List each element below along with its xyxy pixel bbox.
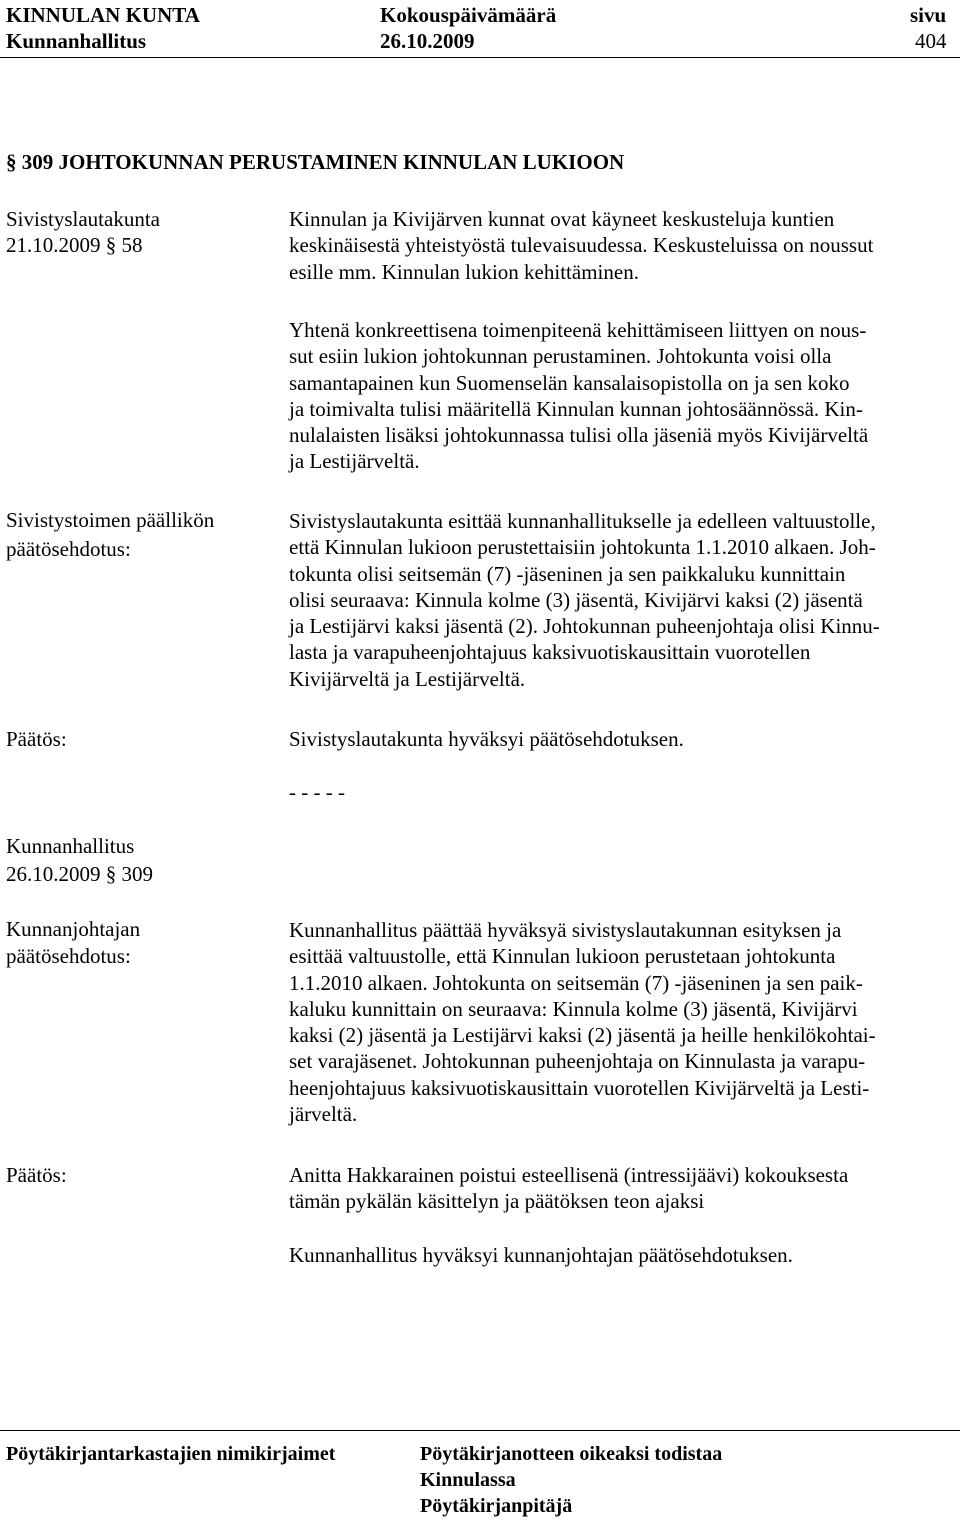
proposal-text-1 xyxy=(289,508,880,692)
text-line: järveltä. xyxy=(289,1102,358,1127)
text-line: lasta ja varapuheenjohtajuus kaksivuotiskausittain vuorotellen xyxy=(289,640,811,665)
header-rule xyxy=(0,57,960,58)
text-line: ja Lestijärveltä. xyxy=(289,449,420,474)
meeting-date: 26.10.2009 xyxy=(380,29,475,53)
meeting-body: Kunnanhallitus xyxy=(6,29,147,53)
decision-label-2: Päätös: xyxy=(6,1163,67,1187)
text-line: Anitta Hakkarainen poistui esteellisenä (intressijäävi) kokouksesta xyxy=(289,1163,849,1187)
proposal-label-2: Kunnanjohtajan xyxy=(6,917,141,941)
text-line: kaksi (2) jäsentä ja Lestijärvi kaksi (2) jäsentä ja heille henkilökohtai- xyxy=(289,1023,876,1048)
text-line: tokunta olisi seitsemän (7) -jäseninen ja sen paikkaluku kunnittain xyxy=(289,561,846,586)
final-decision: Kunnanhallitus hyväksyi kunnanjohtajan päätösehdotuksen. xyxy=(289,1243,793,1267)
proposal-label-1b: päätösehdotus: xyxy=(6,537,131,561)
paragraph-1 xyxy=(289,206,873,285)
committee-label: Sivistyslautakunta xyxy=(6,207,160,231)
separator: - - - - - xyxy=(289,780,345,804)
proposal-text-2 xyxy=(289,917,876,1127)
section-title: § 309 JOHTOKUNNAN PERUSTAMINEN KINNULAN LUKIOON xyxy=(6,150,625,174)
text-line: olisi seuraava: Kinnula kolme (3) jäsentä, Kivijärvi kaksi (2) jäsentä xyxy=(289,587,863,612)
text-line: ja Lestijärvi kaksi jäsentä (2). Johtokunnan puheenjohtaja olisi Kinnu- xyxy=(289,614,880,639)
text-line: 1.1.2010 alkaen. Johtokunta on seitsemän (7) -jäseninen ja sen paik- xyxy=(289,970,863,995)
text-line: esittää valtuustolle, että Kinnulan lukioon perustetaan johtokunta xyxy=(289,944,836,969)
date-label: Kokouspäivämäärä xyxy=(380,3,557,27)
paragraph-2 xyxy=(289,317,868,475)
text-line: Yhtenä konkreettisena toimenpiteenä kehittämiseen liittyen on nous- xyxy=(289,318,867,342)
page-label: sivu xyxy=(910,3,947,27)
board-date: 26.10.2009 § 309 xyxy=(6,862,153,886)
text-line: nulalaisten lisäksi johtokunnassa tulisi olla jäseniä myös Kivijärveltä xyxy=(289,423,869,448)
footer-initials-label: Pöytäkirjantarkastajien nimikirjaimet xyxy=(6,1443,336,1465)
text-line: keskinäisestä yhteistyöstä tulevaisuudessa. Keskusteluissa on noussut xyxy=(289,233,874,258)
municipality-name: KINNULAN KUNTA xyxy=(6,3,200,27)
footer-keeper: Pöytäkirjanpitäjä xyxy=(420,1495,573,1517)
text-line: ja toimivalta tulisi määritellä Kinnulan kunnan johtosäännössä. Kin- xyxy=(289,396,863,421)
footer-certification-label: Pöytäkirjanotteen oikeaksi todistaa xyxy=(420,1443,723,1465)
decision-text-1: Sivistyslautakunta hyväksyi päätösehdotuksen. xyxy=(289,727,684,751)
board-label: Kunnanhallitus xyxy=(6,834,135,858)
text-line: Kinnulan ja Kivijärven kunnat ovat käyneet keskusteluja kuntien xyxy=(289,207,835,231)
text-line: set varajäsenet. Johtokunnan puheenjohtaja on Kinnulasta ja varapu- xyxy=(289,1049,866,1074)
text-line: Kunnanhallitus päättää hyväksyä sivistyslautakunnan esityksen ja xyxy=(289,918,842,942)
footer-place: Kinnulassa xyxy=(420,1469,516,1491)
proposal-label-2b: päätösehdotus: xyxy=(6,944,131,968)
text-line: että Kinnulan lukioon perustettaisiin johtokunta 1.1.2010 alkaen. Joh- xyxy=(289,535,876,560)
text-line: Kivijärveltä ja Lestijärveltä. xyxy=(289,666,526,691)
text-line: esille mm. Kinnulan lukion kehittäminen. xyxy=(289,259,639,284)
text-line: samantapainen kun Suomenselän kansalaisopistolla on ja sen koko xyxy=(289,370,850,395)
committee-date: 21.10.2009 § 58 xyxy=(6,233,143,257)
text-line: Sivistyslautakunta esittää kunnanhallitukselle ja edelleen valtuustolle, xyxy=(289,509,876,533)
text-line: heenjohtajuus kaksivuotiskausittain vuorotellen Kivijärveltä ja Lesti- xyxy=(289,1075,870,1100)
decision-label-1: Päätös: xyxy=(6,727,67,751)
page-number: 404 xyxy=(915,29,947,53)
text-line: tämän pykälän käsittelyn ja päätöksen teon ajaksi xyxy=(289,1189,705,1214)
proposal-label-1: Sivistystoimen päällikön xyxy=(6,508,215,532)
footer-rule xyxy=(0,1430,960,1431)
text-line: sut esiin lukion johtokunnan perustaminen. Johtokunta voisi olla xyxy=(289,344,832,369)
decision-text-2 xyxy=(289,1162,848,1215)
text-line: kaluku kunnittain on seuraava: Kinnula kolme (3) jäsentä, Kivijärvi xyxy=(289,996,858,1021)
